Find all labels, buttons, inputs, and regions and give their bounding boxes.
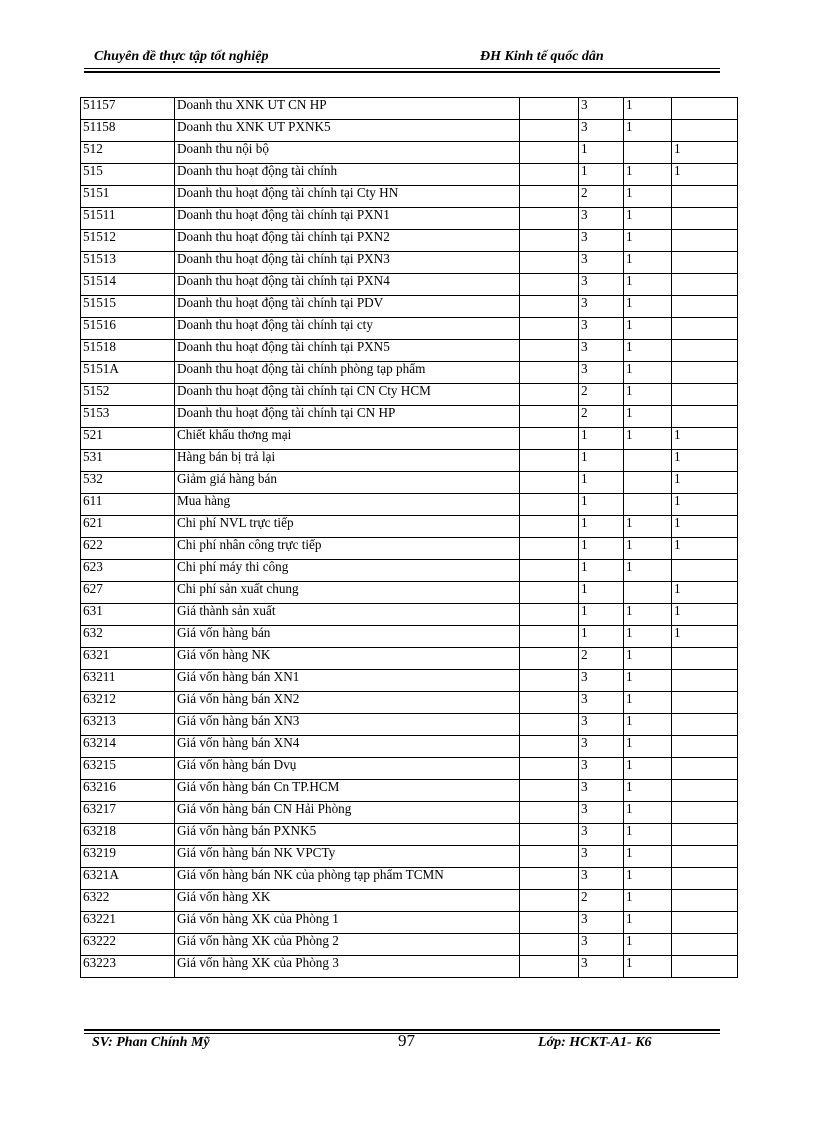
account-code-cell: 51157	[81, 98, 175, 120]
flag-1-cell: 1	[624, 824, 672, 846]
blank-cell	[520, 934, 579, 956]
flag-2-cell	[672, 714, 738, 736]
level-cell: 1	[579, 472, 624, 494]
table-row	[81, 450, 738, 472]
table-row	[81, 736, 738, 758]
blank-cell	[520, 472, 579, 494]
flag-1-cell: 1	[624, 626, 672, 648]
account-name-cell: Giá vốn hàng XK của Phòng 2	[175, 934, 520, 956]
table-row	[81, 582, 738, 604]
level-cell: 3	[579, 120, 624, 142]
account-name-cell: Doanh thu hoạt động tài chính tại PDV	[175, 296, 520, 318]
table-row	[81, 868, 738, 890]
flag-1-cell: 1	[624, 670, 672, 692]
account-code-cell: 51515	[81, 296, 175, 318]
account-name-cell: Doanh thu hoạt động tài chính tại PXN4	[175, 274, 520, 296]
account-name-cell: Giá vốn hàng XK của Phòng 3	[175, 956, 520, 978]
flag-2-cell: 1	[672, 582, 738, 604]
table-row	[81, 428, 738, 450]
account-name-cell: Doanh thu hoạt động tài chính tại cty	[175, 318, 520, 340]
page-number: 97	[398, 1031, 415, 1050]
flag-2-cell	[672, 406, 738, 428]
flag-1-cell: 1	[624, 692, 672, 714]
level-cell: 3	[579, 362, 624, 384]
flag-1-cell: 1	[624, 516, 672, 538]
flag-1-cell	[624, 494, 672, 516]
table-row	[81, 648, 738, 670]
account-code-cell: 63217	[81, 802, 175, 824]
flag-2-cell: 1	[672, 604, 738, 626]
blank-cell	[520, 120, 579, 142]
account-name-cell: Hàng bán bị trả lại	[175, 450, 520, 472]
blank-cell	[520, 626, 579, 648]
table-row	[81, 494, 738, 516]
blank-cell	[520, 318, 579, 340]
account-name-cell: Doanh thu hoạt động tài chính tại PXN1	[175, 208, 520, 230]
account-code-cell: 623	[81, 560, 175, 582]
level-cell: 3	[579, 252, 624, 274]
flag-2-cell: 1	[672, 472, 738, 494]
flag-1-cell: 1	[624, 252, 672, 274]
blank-cell	[520, 450, 579, 472]
blank-cell	[520, 494, 579, 516]
account-name-cell: Giá vốn hàng bán CN Hải Phòng	[175, 802, 520, 824]
blank-cell	[520, 912, 579, 934]
blank-cell	[520, 142, 579, 164]
blank-cell	[520, 582, 579, 604]
table-row	[81, 186, 738, 208]
account-name-cell: Giá vốn hàng bán XN3	[175, 714, 520, 736]
level-cell: 3	[579, 758, 624, 780]
blank-cell	[520, 538, 579, 560]
level-cell: 3	[579, 736, 624, 758]
flag-1-cell: 1	[624, 164, 672, 186]
blank-cell	[520, 824, 579, 846]
blank-cell	[520, 846, 579, 868]
level-cell: 3	[579, 934, 624, 956]
flag-2-cell	[672, 956, 738, 978]
flag-1-cell: 1	[624, 384, 672, 406]
level-cell: 3	[579, 296, 624, 318]
flag-1-cell: 1	[624, 648, 672, 670]
flag-2-cell	[672, 120, 738, 142]
blank-cell	[520, 714, 579, 736]
blank-cell	[520, 296, 579, 318]
account-name-cell: Giá vốn hàng XK của Phòng 1	[175, 912, 520, 934]
flag-1-cell	[624, 582, 672, 604]
level-cell: 3	[579, 670, 624, 692]
flag-2-cell	[672, 780, 738, 802]
flag-2-cell	[672, 846, 738, 868]
account-code-cell: 51158	[81, 120, 175, 142]
flag-1-cell: 1	[624, 428, 672, 450]
flag-1-cell: 1	[624, 780, 672, 802]
account-name-cell: Doanh thu hoạt động tài chính tại Cty HN	[175, 186, 520, 208]
level-cell: 2	[579, 406, 624, 428]
flag-2-cell: 1	[672, 626, 738, 648]
blank-cell	[520, 384, 579, 406]
account-table	[80, 97, 738, 978]
level-cell: 3	[579, 318, 624, 340]
flag-1-cell: 1	[624, 934, 672, 956]
level-cell: 3	[579, 714, 624, 736]
account-name-cell: Chi phí sản xuất chung	[175, 582, 520, 604]
account-name-cell: Doanh thu hoạt động tài chính tại PXN5	[175, 340, 520, 362]
flag-1-cell: 1	[624, 560, 672, 582]
level-cell: 2	[579, 648, 624, 670]
account-code-cell: 627	[81, 582, 175, 604]
flag-1-cell: 1	[624, 868, 672, 890]
account-code-cell: 531	[81, 450, 175, 472]
table-row	[81, 670, 738, 692]
level-cell: 3	[579, 956, 624, 978]
table-row	[81, 802, 738, 824]
account-code-cell: 63212	[81, 692, 175, 714]
level-cell: 1	[579, 450, 624, 472]
page-header	[84, 46, 720, 70]
account-code-cell: 63216	[81, 780, 175, 802]
flag-2-cell	[672, 384, 738, 406]
blank-cell	[520, 98, 579, 120]
level-cell: 3	[579, 780, 624, 802]
account-code-cell: 63223	[81, 956, 175, 978]
table-row	[81, 120, 738, 142]
account-name-cell: Doanh thu hoạt động tài chính tại PXN2	[175, 230, 520, 252]
account-code-cell: 63218	[81, 824, 175, 846]
blank-cell	[520, 780, 579, 802]
level-cell: 3	[579, 692, 624, 714]
page-footer	[84, 1029, 720, 1059]
table-row	[81, 142, 738, 164]
level-cell: 3	[579, 230, 624, 252]
blank-cell	[520, 736, 579, 758]
table-row	[81, 758, 738, 780]
flag-1-cell: 1	[624, 714, 672, 736]
account-code-cell: 51518	[81, 340, 175, 362]
account-name-cell: Giá thành sản xuất	[175, 604, 520, 626]
flag-2-cell: 1	[672, 142, 738, 164]
account-name-cell: Giá vốn hàng bán Dvụ	[175, 758, 520, 780]
footer-student: SV: Phan Chính Mỹ	[92, 1035, 210, 1050]
flag-1-cell: 1	[624, 120, 672, 142]
table-row	[81, 164, 738, 186]
blank-cell	[520, 164, 579, 186]
flag-1-cell: 1	[624, 890, 672, 912]
flag-2-cell: 1	[672, 538, 738, 560]
flag-1-cell: 1	[624, 736, 672, 758]
level-cell: 3	[579, 340, 624, 362]
table-row	[81, 890, 738, 912]
table-row	[81, 780, 738, 802]
header-rule	[84, 68, 720, 69]
table-row	[81, 956, 738, 978]
flag-2-cell	[672, 692, 738, 714]
account-name-cell: Chi phí NVL trực tiếp	[175, 516, 520, 538]
flag-1-cell: 1	[624, 318, 672, 340]
blank-cell	[520, 208, 579, 230]
table-row	[81, 318, 738, 340]
flag-2-cell	[672, 274, 738, 296]
flag-2-cell	[672, 670, 738, 692]
account-code-cell: 63213	[81, 714, 175, 736]
account-code-cell: 5151	[81, 186, 175, 208]
level-cell: 1	[579, 538, 624, 560]
flag-1-cell: 1	[624, 340, 672, 362]
account-name-cell: Doanh thu hoạt động tài chính phòng tạp phẩm	[175, 362, 520, 384]
table-row	[81, 296, 738, 318]
table-row	[81, 692, 738, 714]
level-cell: 1	[579, 516, 624, 538]
account-name-cell: Giá vốn hàng bán NK VPCTy	[175, 846, 520, 868]
flag-2-cell	[672, 736, 738, 758]
account-name-cell: Giá vốn hàng bán XN4	[175, 736, 520, 758]
header-university: ĐH Kinh tế quốc dân	[480, 49, 604, 64]
table-row	[81, 912, 738, 934]
level-cell: 3	[579, 274, 624, 296]
account-name-cell: Chi phí máy thi công	[175, 560, 520, 582]
level-cell: 1	[579, 164, 624, 186]
blank-cell	[520, 670, 579, 692]
flag-2-cell	[672, 98, 738, 120]
blank-cell	[520, 406, 579, 428]
blank-cell	[520, 868, 579, 890]
blank-cell	[520, 252, 579, 274]
flag-1-cell: 1	[624, 604, 672, 626]
table-row	[81, 252, 738, 274]
table-row	[81, 714, 738, 736]
flag-1-cell: 1	[624, 274, 672, 296]
account-code-cell: 631	[81, 604, 175, 626]
account-code-cell: 63211	[81, 670, 175, 692]
account-name-cell: Giá vốn hàng XK	[175, 890, 520, 912]
header-thesis-title: Chuyên đề thực tập tốt nghiệp	[94, 49, 269, 64]
flag-1-cell: 1	[624, 538, 672, 560]
table-row	[81, 98, 738, 120]
account-code-cell: 63214	[81, 736, 175, 758]
account-name-cell: Giảm giá hàng bán	[175, 472, 520, 494]
account-name-cell: Doanh thu XNK UT PXNK5	[175, 120, 520, 142]
table-row	[81, 538, 738, 560]
flag-2-cell	[672, 362, 738, 384]
account-code-cell: 521	[81, 428, 175, 450]
account-name-cell: Mua hàng	[175, 494, 520, 516]
flag-1-cell: 1	[624, 296, 672, 318]
account-code-cell: 51516	[81, 318, 175, 340]
flag-1-cell: 1	[624, 846, 672, 868]
account-code-cell: 51513	[81, 252, 175, 274]
account-code-cell: 515	[81, 164, 175, 186]
table-row	[81, 230, 738, 252]
account-code-cell: 51514	[81, 274, 175, 296]
blank-cell	[520, 956, 579, 978]
flag-2-cell	[672, 648, 738, 670]
table-row	[81, 208, 738, 230]
level-cell: 3	[579, 868, 624, 890]
flag-2-cell	[672, 802, 738, 824]
level-cell: 2	[579, 384, 624, 406]
account-name-cell: Chi phí nhân công trực tiếp	[175, 538, 520, 560]
table-row	[81, 340, 738, 362]
flag-2-cell	[672, 186, 738, 208]
table-row	[81, 626, 738, 648]
account-name-cell: Giá vốn hàng bán PXNK5	[175, 824, 520, 846]
blank-cell	[520, 604, 579, 626]
account-table-body	[81, 98, 738, 978]
level-cell: 1	[579, 604, 624, 626]
level-cell: 3	[579, 824, 624, 846]
account-code-cell: 5153	[81, 406, 175, 428]
account-code-cell: 6321	[81, 648, 175, 670]
account-name-cell: Doanh thu hoạt động tài chính tại CN Cty HCM	[175, 384, 520, 406]
flag-2-cell	[672, 230, 738, 252]
flag-1-cell: 1	[624, 406, 672, 428]
flag-2-cell	[672, 934, 738, 956]
blank-cell	[520, 758, 579, 780]
blank-cell	[520, 516, 579, 538]
account-name-cell: Giá vốn hàng bán XN2	[175, 692, 520, 714]
blank-cell	[520, 890, 579, 912]
table-row	[81, 384, 738, 406]
account-name-cell: Giá vốn hàng bán XN1	[175, 670, 520, 692]
flag-2-cell	[672, 296, 738, 318]
level-cell: 1	[579, 560, 624, 582]
account-name-cell: Doanh thu nội bộ	[175, 142, 520, 164]
account-code-cell: 63221	[81, 912, 175, 934]
blank-cell	[520, 274, 579, 296]
level-cell: 3	[579, 846, 624, 868]
table-row	[81, 362, 738, 384]
level-cell: 2	[579, 890, 624, 912]
level-cell: 3	[579, 802, 624, 824]
blank-cell	[520, 428, 579, 450]
flag-2-cell: 1	[672, 450, 738, 472]
account-name-cell: Giá vốn hàng bán	[175, 626, 520, 648]
level-cell: 1	[579, 142, 624, 164]
flag-2-cell	[672, 560, 738, 582]
flag-1-cell: 1	[624, 98, 672, 120]
flag-2-cell	[672, 208, 738, 230]
flag-2-cell	[672, 318, 738, 340]
flag-2-cell: 1	[672, 428, 738, 450]
flag-1-cell: 1	[624, 208, 672, 230]
blank-cell	[520, 560, 579, 582]
table-row	[81, 472, 738, 494]
level-cell: 1	[579, 626, 624, 648]
blank-cell	[520, 692, 579, 714]
table-row	[81, 560, 738, 582]
account-code-cell: 51512	[81, 230, 175, 252]
account-name-cell: Doanh thu XNK UT CN HP	[175, 98, 520, 120]
flag-1-cell: 1	[624, 802, 672, 824]
account-name-cell: Chiết khấu thơng mại	[175, 428, 520, 450]
account-code-cell: 63215	[81, 758, 175, 780]
level-cell: 3	[579, 912, 624, 934]
blank-cell	[520, 802, 579, 824]
level-cell: 3	[579, 98, 624, 120]
flag-1-cell: 1	[624, 758, 672, 780]
flag-1-cell: 1	[624, 362, 672, 384]
flag-2-cell	[672, 252, 738, 274]
level-cell: 2	[579, 186, 624, 208]
table-row	[81, 604, 738, 626]
account-code-cell: 512	[81, 142, 175, 164]
blank-cell	[520, 362, 579, 384]
flag-2-cell	[672, 868, 738, 890]
blank-cell	[520, 230, 579, 252]
flag-2-cell	[672, 824, 738, 846]
blank-cell	[520, 186, 579, 208]
level-cell: 1	[579, 428, 624, 450]
flag-1-cell	[624, 142, 672, 164]
account-code-cell: 611	[81, 494, 175, 516]
account-code-cell: 5151A	[81, 362, 175, 384]
account-code-cell: 63222	[81, 934, 175, 956]
account-code-cell: 6322	[81, 890, 175, 912]
level-cell: 1	[579, 494, 624, 516]
table-row	[81, 824, 738, 846]
flag-1-cell: 1	[624, 186, 672, 208]
account-name-cell: Giá vốn hàng bán NK của phòng tạp phẩm TCMN	[175, 868, 520, 890]
flag-2-cell: 1	[672, 516, 738, 538]
account-name-cell: Giá vốn hàng bán Cn TP.HCM	[175, 780, 520, 802]
account-code-cell: 621	[81, 516, 175, 538]
level-cell: 3	[579, 208, 624, 230]
account-code-cell: 622	[81, 538, 175, 560]
account-code-cell: 51511	[81, 208, 175, 230]
table-row	[81, 406, 738, 428]
level-cell: 1	[579, 582, 624, 604]
flag-1-cell: 1	[624, 230, 672, 252]
account-code-cell: 532	[81, 472, 175, 494]
flag-2-cell	[672, 912, 738, 934]
flag-2-cell	[672, 340, 738, 362]
footer-class: Lớp: HCKT-A1- K6	[538, 1035, 652, 1050]
flag-2-cell: 1	[672, 494, 738, 516]
blank-cell	[520, 340, 579, 362]
flag-2-cell: 1	[672, 164, 738, 186]
flag-1-cell: 1	[624, 956, 672, 978]
table-row	[81, 846, 738, 868]
account-name-cell: Doanh thu hoạt động tài chính	[175, 164, 520, 186]
account-code-cell: 63219	[81, 846, 175, 868]
table-row	[81, 934, 738, 956]
flag-2-cell	[672, 758, 738, 780]
account-code-cell: 6321A	[81, 868, 175, 890]
account-code-cell: 5152	[81, 384, 175, 406]
account-code-cell: 632	[81, 626, 175, 648]
flag-1-cell	[624, 450, 672, 472]
account-name-cell: Doanh thu hoạt động tài chính tại PXN3	[175, 252, 520, 274]
account-name-cell: Giá vốn hàng NK	[175, 648, 520, 670]
header-rule-thick	[84, 71, 720, 73]
table-row	[81, 516, 738, 538]
account-name-cell: Doanh thu hoạt động tài chính tại CN HP	[175, 406, 520, 428]
blank-cell	[520, 648, 579, 670]
table-row	[81, 274, 738, 296]
flag-2-cell	[672, 890, 738, 912]
flag-1-cell: 1	[624, 912, 672, 934]
flag-1-cell	[624, 472, 672, 494]
